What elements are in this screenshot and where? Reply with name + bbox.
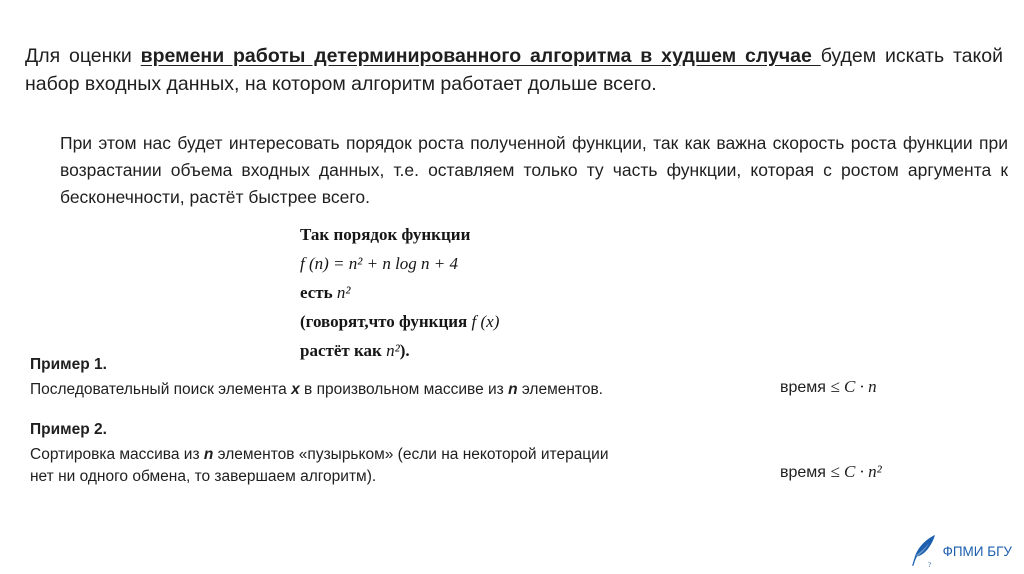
example1-var-x: x	[291, 381, 300, 398]
example2-var-n: n	[203, 446, 214, 463]
example2-title: Пример 2.	[30, 421, 107, 438]
example2-text-pre: Сортировка массива из	[30, 446, 204, 463]
math-line-5-formula: n²	[386, 341, 400, 360]
example1-var-n: n	[508, 381, 518, 398]
example1-title: Пример 1.	[30, 356, 107, 373]
example2-line1	[30, 444, 609, 466]
svg-text:?: ?	[927, 561, 931, 568]
footer-logo	[908, 534, 1012, 568]
example2-time-formula: ≤ C · n²	[830, 462, 882, 481]
intro-paragraph	[25, 42, 1003, 100]
math-line-5-end: ).	[399, 341, 410, 360]
math-line-5-label: растёт как	[300, 341, 387, 360]
math-line-3-formula: n²	[336, 283, 351, 302]
intro-text-post: будем искать такой набор входных данных, на котором алгоритм работает дольше всего.	[25, 44, 1003, 96]
example1-time-label: время	[780, 379, 831, 396]
example2-line2: нет ни одного обмена, то завершаем алгоритм).	[30, 468, 377, 485]
growth-order-paragraph: При этом нас будет интересовать порядок роста полученной функции, так как важна скорость роста функции при возрастании объема входных данных, т.е. оставляем только ту часть функции, которая с ростом аргумента к бесконечности, растёт быстрее всего.	[60, 132, 1008, 207]
math-line-4-label: (говорят,что функция	[300, 312, 472, 331]
math-line-1: Так порядок функции	[300, 225, 471, 244]
example2-time-label: время	[780, 464, 831, 481]
feather-logo-icon	[908, 534, 938, 568]
intro-text-highlight: времени работы детерминированного алгоритма в худшем случае	[140, 44, 821, 67]
math-example-block	[300, 220, 499, 365]
example2-time	[780, 462, 882, 482]
example1-text-post: элементов.	[517, 381, 603, 398]
example1-time-formula: ≤ C · n	[830, 377, 877, 396]
math-line-5	[300, 336, 499, 365]
example1-text-mid: в произвольном массиве из	[299, 381, 509, 398]
math-line-3	[300, 278, 499, 307]
math-line-2: f (n) = n² + n log n + 4	[300, 254, 459, 273]
math-line-4	[300, 307, 499, 336]
intro-text-pre: Для оценки	[25, 44, 141, 67]
example2-text-post: элементов «пузырьком» (если на некоторой итерации	[213, 446, 609, 463]
example1-text	[30, 379, 603, 401]
footer-logo-text: ФПМИ БГУ	[942, 543, 1012, 559]
example1-time	[780, 377, 877, 397]
math-line-4-formula: f (x)	[471, 312, 500, 331]
math-line-3-label: есть	[300, 283, 337, 302]
example1-text-pre: Последовательный поиск элемента	[30, 381, 292, 398]
